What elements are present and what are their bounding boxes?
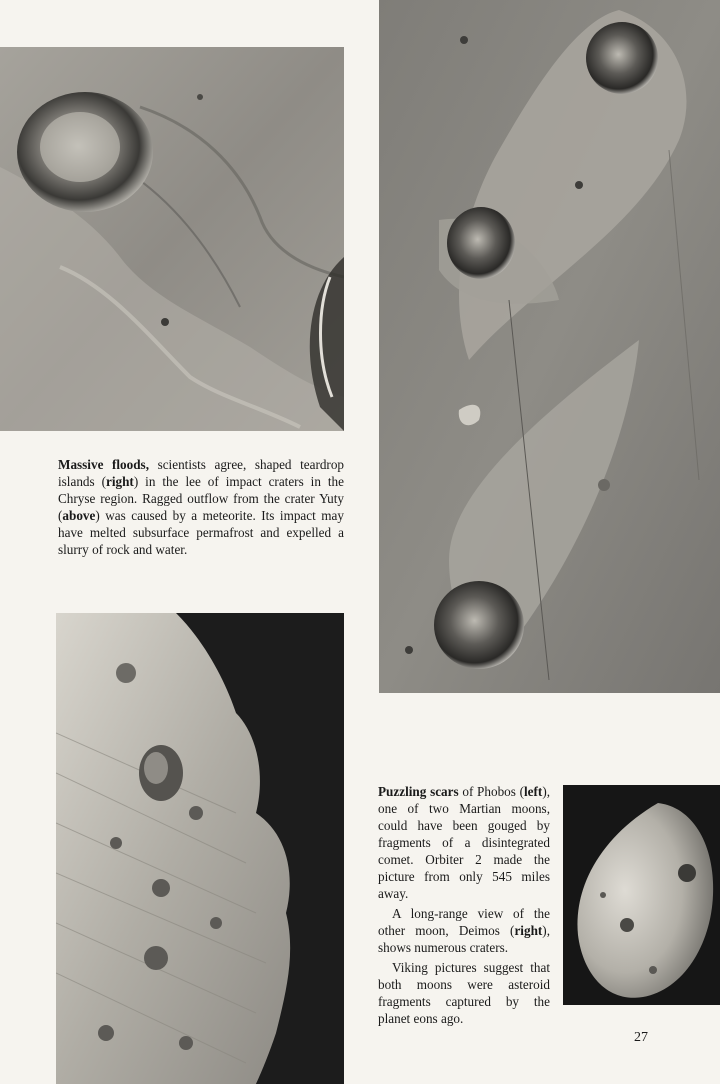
scars-caption-para1	[378, 783, 550, 902]
scars-caption-part2: ), one of two Martian moons, could have been gouged by fragments of a disintegrated comet. Orbiter 2 made the picture from only 545 miles away.	[378, 784, 551, 901]
phobos-photo	[56, 613, 344, 1084]
floods-caption	[58, 456, 344, 558]
floods-caption-part3: ) was caused by a meteorite. Its impact may have melted subsurface permafrost and expelled a slurry of rock and water.	[58, 508, 344, 557]
scars-caption-part1: of Phobos (	[458, 784, 524, 799]
floods-caption-text	[58, 456, 344, 558]
scars-caption-bold-right: right	[514, 923, 543, 938]
scars-caption-para2-part1: A long-range view of the other moon, Deimos (	[378, 906, 550, 938]
scars-caption	[378, 783, 550, 1027]
floods-caption-part2: ) in the lee of impact craters in the Chryse region. Ragged outflow from the crater Yuty (	[58, 474, 344, 523]
scars-caption-lead: Puzzling scars	[378, 784, 459, 799]
scars-caption-para3: Viking pictures suggest that both moons were asteroid fragments captured by the planet eons ago.	[378, 960, 550, 1026]
floods-caption-bold-right: right	[105, 474, 134, 489]
scars-caption-bold-left: left	[524, 784, 543, 799]
floods-caption-bold-above: above	[62, 508, 96, 523]
floods-caption-part1: scientists agree, shaped teardrop islands (	[58, 457, 345, 489]
scars-caption-para2	[378, 905, 550, 956]
scars-caption-para2-part2: ), shows numerous craters.	[378, 923, 550, 955]
yuty-crater-photo	[0, 47, 344, 431]
deimos-photo	[563, 785, 720, 1005]
page-number: 27	[634, 1030, 648, 1045]
teardrop-islands-photo	[379, 0, 720, 693]
floods-caption-lead: Massive floods,	[58, 457, 149, 472]
